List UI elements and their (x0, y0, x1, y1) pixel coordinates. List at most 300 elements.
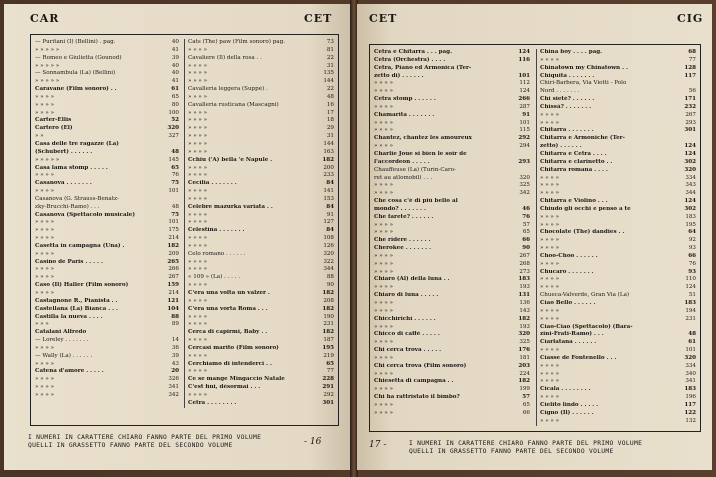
entry-page-number: 101 (685, 347, 696, 354)
entry-page-number: 88 (326, 274, 334, 281)
entry-leader (207, 110, 320, 118)
entry-page-number: 175 (168, 227, 179, 234)
entry-title: » » » » (540, 221, 560, 228)
index-entry (374, 324, 530, 332)
index-entry (374, 269, 530, 277)
entry-title: Casa lama stomp . . . . . (35, 164, 108, 171)
entry-page-number: 143 (519, 307, 530, 314)
index-entry (188, 243, 334, 251)
entry-page-number: 36 (171, 344, 179, 351)
entry-title: » » » » (374, 260, 394, 267)
entry-title: Cicala . . . . . . . . (540, 386, 591, 393)
index-entry (374, 331, 530, 339)
entry-title: » » » » (35, 219, 55, 226)
entry-page-number: 48 (171, 203, 179, 210)
entry-title: Cigno (Il) . . . . . . (540, 409, 594, 416)
index-entry (374, 175, 530, 183)
entry-title: » » » » (35, 266, 55, 273)
entry-title: » » » » (188, 70, 208, 77)
index-entry (35, 235, 179, 243)
entry-title: Chi cerca trova (Film sonoro) (374, 362, 467, 369)
entry-page-number: 266 (518, 96, 530, 103)
entry-page-number: 124 (684, 150, 696, 157)
entry-page-number: 291 (322, 384, 334, 391)
entry-leader (393, 355, 516, 363)
entry-page-number: 340 (685, 370, 696, 377)
entry-leader (207, 392, 320, 400)
index-entry (188, 172, 334, 180)
entry-title: zini-Frati-Ramo) . . . (540, 331, 604, 338)
entry-page-number: 66 (688, 252, 696, 259)
index-entry (374, 237, 530, 245)
entry-page-number: 224 (519, 370, 530, 377)
entry-page-number: 135 (323, 70, 334, 77)
entry-leader (438, 292, 516, 300)
entry-leader (104, 368, 165, 376)
entry-leader (432, 175, 516, 183)
entry-title: » » » » (374, 103, 394, 110)
entry-leader (59, 47, 165, 55)
index-entry (374, 167, 530, 175)
entry-title: » » » » (35, 227, 55, 234)
entry-page-number: 31 (326, 133, 334, 140)
index-entry (188, 392, 334, 400)
index-entry (35, 102, 179, 110)
index-entry (35, 86, 179, 94)
entry-title: » » » » (540, 245, 560, 252)
entry-title: » » » » (374, 401, 394, 408)
entry-page-number: 65 (171, 164, 179, 171)
entry-leader (207, 314, 320, 322)
entry-leader (103, 314, 165, 322)
index-entry (35, 55, 179, 63)
entry-title: C'era una vorta Roma . . . (188, 305, 268, 312)
entry-leader (279, 345, 320, 353)
index-entry (35, 251, 179, 259)
entry-page-number: 101 (518, 72, 530, 79)
entry-page-number: 322 (323, 258, 334, 265)
entry-page-number: 29 (326, 125, 334, 132)
entry-leader (207, 94, 320, 102)
left-column-1 (35, 39, 179, 400)
entry-page-number: 75 (171, 180, 179, 187)
index-entry (188, 282, 334, 290)
index-entry (35, 368, 179, 376)
entry-title: » » » » (374, 127, 394, 134)
entry-title: » » » » (188, 297, 208, 304)
entry-leader (424, 73, 516, 81)
entry-page-number: 76 (688, 260, 696, 267)
entry-page-number: 190 (323, 313, 334, 320)
entry-page-number (516, 167, 530, 175)
entry-leader (393, 308, 516, 316)
entry-title: Castellana (La) Bianca . . . (35, 305, 118, 312)
entry-page-number: 93 (688, 268, 696, 275)
entry-leader (285, 376, 320, 384)
entry-title: Casanova (G. Strauss-Benatz- (35, 195, 119, 202)
entry-title: » » » » (540, 119, 560, 126)
entry-page-number: 76 (171, 172, 179, 179)
entry-leader (466, 363, 516, 371)
index-entry (35, 63, 179, 71)
entry-title: Cecilia . . . . . . . (188, 180, 237, 187)
entry-page-number: 56 (688, 88, 696, 95)
index-entry (35, 314, 179, 322)
entry-leader (434, 112, 516, 120)
index-entry (540, 135, 696, 143)
entry-page-number: 41 (171, 78, 179, 85)
index-entry (188, 141, 334, 149)
index-entry (540, 308, 696, 316)
entry-page-number: 325 (519, 182, 530, 189)
index-entry (188, 188, 334, 196)
entry-title: Caravane (Film sonoro) . . (35, 86, 117, 93)
entry-title: » » » » (540, 362, 560, 369)
entry-title: « 109 » (La) . . . . . (188, 274, 241, 281)
entry-page-number: 84 (326, 203, 334, 210)
entry-leader (207, 337, 320, 345)
index-entry (540, 378, 696, 386)
entry-page-number: 89 (171, 321, 179, 328)
entry-leader (285, 39, 320, 47)
index-entry (188, 259, 334, 267)
entry-title: » » » » (35, 188, 55, 195)
index-entry (188, 235, 334, 243)
index-entry (188, 47, 334, 55)
entry-title: » » » » (374, 284, 394, 291)
entry-leader (596, 339, 682, 347)
entry-title: Cetra . . . . . . . . (188, 399, 237, 406)
entry-leader (207, 125, 320, 133)
index-entry (540, 229, 696, 237)
index-entry (540, 331, 696, 339)
entry-page-number: 327 (168, 133, 179, 140)
index-entry (374, 284, 530, 292)
entry-title: Chissà? . . . . . . . (540, 103, 592, 110)
entry-title: » » » » (188, 46, 208, 53)
entry-leader (207, 172, 320, 180)
entry-page-number: 75 (171, 211, 179, 218)
entry-leader (598, 402, 682, 410)
index-entry (374, 88, 530, 96)
entry-leader (559, 261, 682, 269)
index-entry (35, 141, 179, 149)
index-entry (188, 165, 334, 173)
index-entry (540, 104, 696, 112)
entry-title: Chiri-Barbera, Via Viotti - Polo (540, 80, 627, 87)
index-entry (188, 94, 334, 102)
entry-leader (559, 120, 682, 128)
entry-page-number: 293 (518, 158, 530, 165)
index-entry (374, 49, 530, 57)
entry-title: ret au atlomobil) . . . (374, 174, 433, 181)
entry-leader (604, 331, 682, 339)
index-entry (374, 143, 530, 151)
entry-leader (119, 141, 165, 149)
entry-title: Casetta in campagna (Una) . (35, 242, 125, 249)
index-entry (35, 157, 179, 165)
index-entry (188, 55, 334, 63)
index-entry (188, 196, 334, 204)
entry-page-number: 265 (167, 258, 179, 265)
entry-title: » » » » (374, 143, 394, 150)
index-entry (35, 149, 179, 157)
entry-title: » » » » (540, 284, 560, 291)
entry-title: » » » » (188, 219, 208, 226)
entry-page-number (165, 329, 179, 337)
entry-leader (393, 120, 516, 128)
entry-page-number: 124 (518, 49, 530, 55)
entry-title: » » » » (188, 282, 208, 289)
entry-page-number: 57 (522, 394, 530, 401)
entry-title: Catena d'amore . . . . . (35, 368, 104, 375)
entry-leader (207, 266, 320, 274)
index-entry (35, 172, 179, 180)
entry-title: mondo? . . . . . . . (374, 205, 426, 212)
entry-title: » » » » (188, 313, 208, 320)
entry-page-number: 61 (688, 339, 696, 346)
entry-leader (624, 229, 682, 237)
index-entry (188, 117, 334, 125)
entry-title: zetto) . . . . . . (540, 143, 582, 150)
entry-page-number: 145 (168, 156, 179, 163)
entry-title: Cetra (Orchestra) . . . . (374, 56, 446, 63)
entry-leader (559, 190, 682, 198)
entry-leader (393, 410, 516, 418)
index-entry (35, 266, 179, 274)
entry-page-number: 344 (323, 266, 334, 273)
entry-leader (207, 63, 320, 71)
index-entry (35, 47, 179, 55)
entry-page-number: 64 (688, 229, 696, 236)
entry-page-number: 163 (323, 148, 334, 155)
index-entry (540, 269, 696, 277)
index-entry (540, 316, 696, 324)
entry-page-number: 73 (326, 39, 334, 45)
entry-title: Casino de Paris . . . . . (35, 258, 103, 265)
entry-page-number: 320 (167, 125, 179, 132)
entry-page-number: 302 (684, 205, 696, 212)
entry-title: Cetra e Chitarra . . . pag. (374, 49, 453, 55)
right-column-1 (374, 49, 530, 418)
entry-page-number: 214 (168, 235, 179, 242)
entry-page-number: 121 (167, 297, 179, 304)
index-entry (540, 206, 696, 214)
entry-page-number: 77 (326, 368, 334, 375)
entry-leader (89, 337, 165, 345)
index-entry (188, 290, 334, 298)
entry-page-number: 40 (171, 39, 179, 45)
entry-page-number: 104 (167, 305, 179, 312)
index-entry (188, 78, 334, 86)
index-entry (540, 292, 696, 300)
index-entry (540, 276, 696, 284)
entry-leader (608, 167, 682, 175)
entry-leader (579, 88, 682, 96)
entry-title: Chinatown my Chinatown . . (540, 64, 628, 71)
entry-leader (393, 229, 516, 237)
entry-title: Chitarra e clarinetto . . (540, 158, 613, 165)
index-entry (188, 86, 334, 94)
entry-leader (454, 378, 516, 386)
entry-leader (633, 324, 682, 332)
entry-title: Che cosa c'è di più bello al (374, 198, 458, 205)
entry-page-number: 65 (326, 360, 334, 367)
index-entry (35, 133, 179, 141)
entry-page-number: 101 (168, 188, 179, 195)
entry-leader (207, 259, 320, 267)
entry-page-number: 176 (518, 347, 530, 354)
entry-page-number: 326 (168, 376, 179, 383)
entry-leader (393, 190, 516, 198)
index-entry (188, 376, 334, 384)
index-entry (374, 222, 530, 230)
entry-leader (122, 55, 165, 63)
index-entry (35, 282, 179, 290)
entry-leader (559, 112, 682, 120)
entry-page-number (165, 196, 179, 204)
index-entry (540, 182, 696, 190)
entry-title: » » » » (188, 148, 208, 155)
entry-title: Casa delle tre ragazze (La) (35, 140, 119, 147)
entry-leader (207, 298, 320, 306)
index-entry (374, 371, 530, 379)
entry-page-number: 301 (322, 399, 334, 406)
index-entry (374, 386, 530, 394)
entry-page-number: 88 (171, 313, 179, 320)
entry-title: Ce se mange Mingaccio Natale (188, 376, 285, 383)
entry-leader (452, 49, 516, 57)
entry-title: » » » » (188, 258, 208, 265)
left-footer-line-2: QUELLI IN GRASSETTO FANNO PARTE DEL SECONDO VOLUME (28, 442, 233, 449)
index-entry (35, 39, 179, 47)
entry-page-number: 100 (168, 109, 179, 116)
entry-leader (207, 47, 320, 55)
entry-title: Ciarlatana . . . . . . (540, 339, 597, 346)
entry-leader (393, 88, 516, 96)
entry-leader (207, 235, 320, 243)
entry-leader (616, 355, 682, 363)
entry-page-number: 219 (323, 352, 334, 359)
entry-page-number: 90 (326, 282, 334, 289)
entry-page-number: 76 (522, 213, 530, 220)
index-entry (35, 337, 179, 345)
index-entry (374, 73, 530, 81)
entry-leader (207, 188, 320, 196)
entry-title: » » » » (374, 409, 394, 416)
right-header-start: CET (369, 12, 398, 25)
entry-title: Chiudo gli occhi e penso a te (540, 205, 631, 212)
index-entry (35, 384, 179, 392)
entry-title: » » » » (188, 133, 208, 140)
entry-leader (207, 282, 320, 290)
index-entry (374, 253, 530, 261)
entry-title: Chitarra e Violino . . . (540, 198, 608, 205)
index-entry (374, 206, 530, 214)
entry-page-number: 267 (519, 252, 530, 259)
entry-leader (591, 104, 682, 112)
entry-page-number: 61 (171, 86, 179, 93)
entry-leader (393, 339, 516, 347)
entry-title: Chucaro . . . . . . . (540, 268, 594, 275)
entry-page-number: 41 (171, 46, 179, 53)
entry-title: » » » » (374, 307, 394, 314)
index-entry (374, 355, 530, 363)
entry-leader (54, 384, 165, 392)
index-entry (188, 337, 334, 345)
entry-leader (272, 157, 320, 165)
index-entry (374, 57, 530, 65)
index-entry (540, 418, 696, 426)
index-entry (374, 394, 530, 402)
index-entry (374, 402, 530, 410)
entry-title: » » » » (188, 140, 208, 147)
entry-page-number: 122 (684, 409, 696, 416)
entry-leader (393, 269, 516, 277)
index-entry (35, 353, 179, 361)
entry-page-number: 233 (323, 172, 334, 179)
entry-leader (207, 117, 320, 125)
entry-leader (559, 214, 682, 222)
entry-title: » » » » (188, 125, 208, 132)
entry-page-number: 182 (322, 329, 334, 336)
index-entry (374, 245, 530, 253)
index-entry (35, 290, 179, 298)
entry-title: » » » » (188, 164, 208, 171)
entry-page-number: 17 (326, 109, 334, 116)
entry-title: Chi ha rattristato il bimbo? (374, 394, 460, 401)
entry-page-number (682, 324, 696, 332)
entry-title: » » » » (188, 321, 208, 328)
entry-leader (92, 149, 165, 157)
entry-page-number: 183 (684, 386, 696, 393)
entry-leader (207, 70, 320, 78)
entry-leader (608, 198, 682, 206)
entry-title: Chicco di caffè . . . . . (374, 331, 440, 338)
entry-page-number: 101 (168, 219, 179, 226)
entry-leader (59, 78, 165, 86)
entry-title: Caso (Il) Haller (Film sonoro) (35, 282, 129, 289)
entry-leader (393, 261, 516, 269)
entry-page-number (516, 65, 530, 73)
entry-leader (426, 206, 516, 214)
index-entry (188, 345, 334, 353)
entry-page-number: 22 (326, 86, 334, 93)
entry-leader (207, 212, 320, 220)
entry-leader (240, 274, 320, 282)
entry-leader (559, 182, 682, 190)
entry-title: » » » » (35, 274, 55, 281)
index-entry (374, 229, 530, 237)
entry-leader (559, 222, 682, 230)
entry-page-number: 343 (685, 182, 696, 189)
entry-leader (393, 371, 516, 379)
entry-leader (119, 196, 165, 204)
entry-leader (559, 57, 682, 65)
entry-leader (393, 104, 516, 112)
entry-leader (54, 266, 165, 274)
entry-title: — Wally (La) . . . . . . (35, 352, 93, 359)
index-entry (540, 371, 696, 379)
entry-page-number: 344 (685, 190, 696, 197)
index-entry (374, 182, 530, 190)
entry-page-number: 132 (685, 417, 696, 424)
entry-title: » » » » (188, 368, 208, 375)
entry-page-number: 48 (688, 331, 696, 338)
entry-title: » » » » (374, 252, 394, 259)
entry-page-number: 48 (171, 148, 179, 155)
entry-page-number: 112 (519, 80, 530, 87)
